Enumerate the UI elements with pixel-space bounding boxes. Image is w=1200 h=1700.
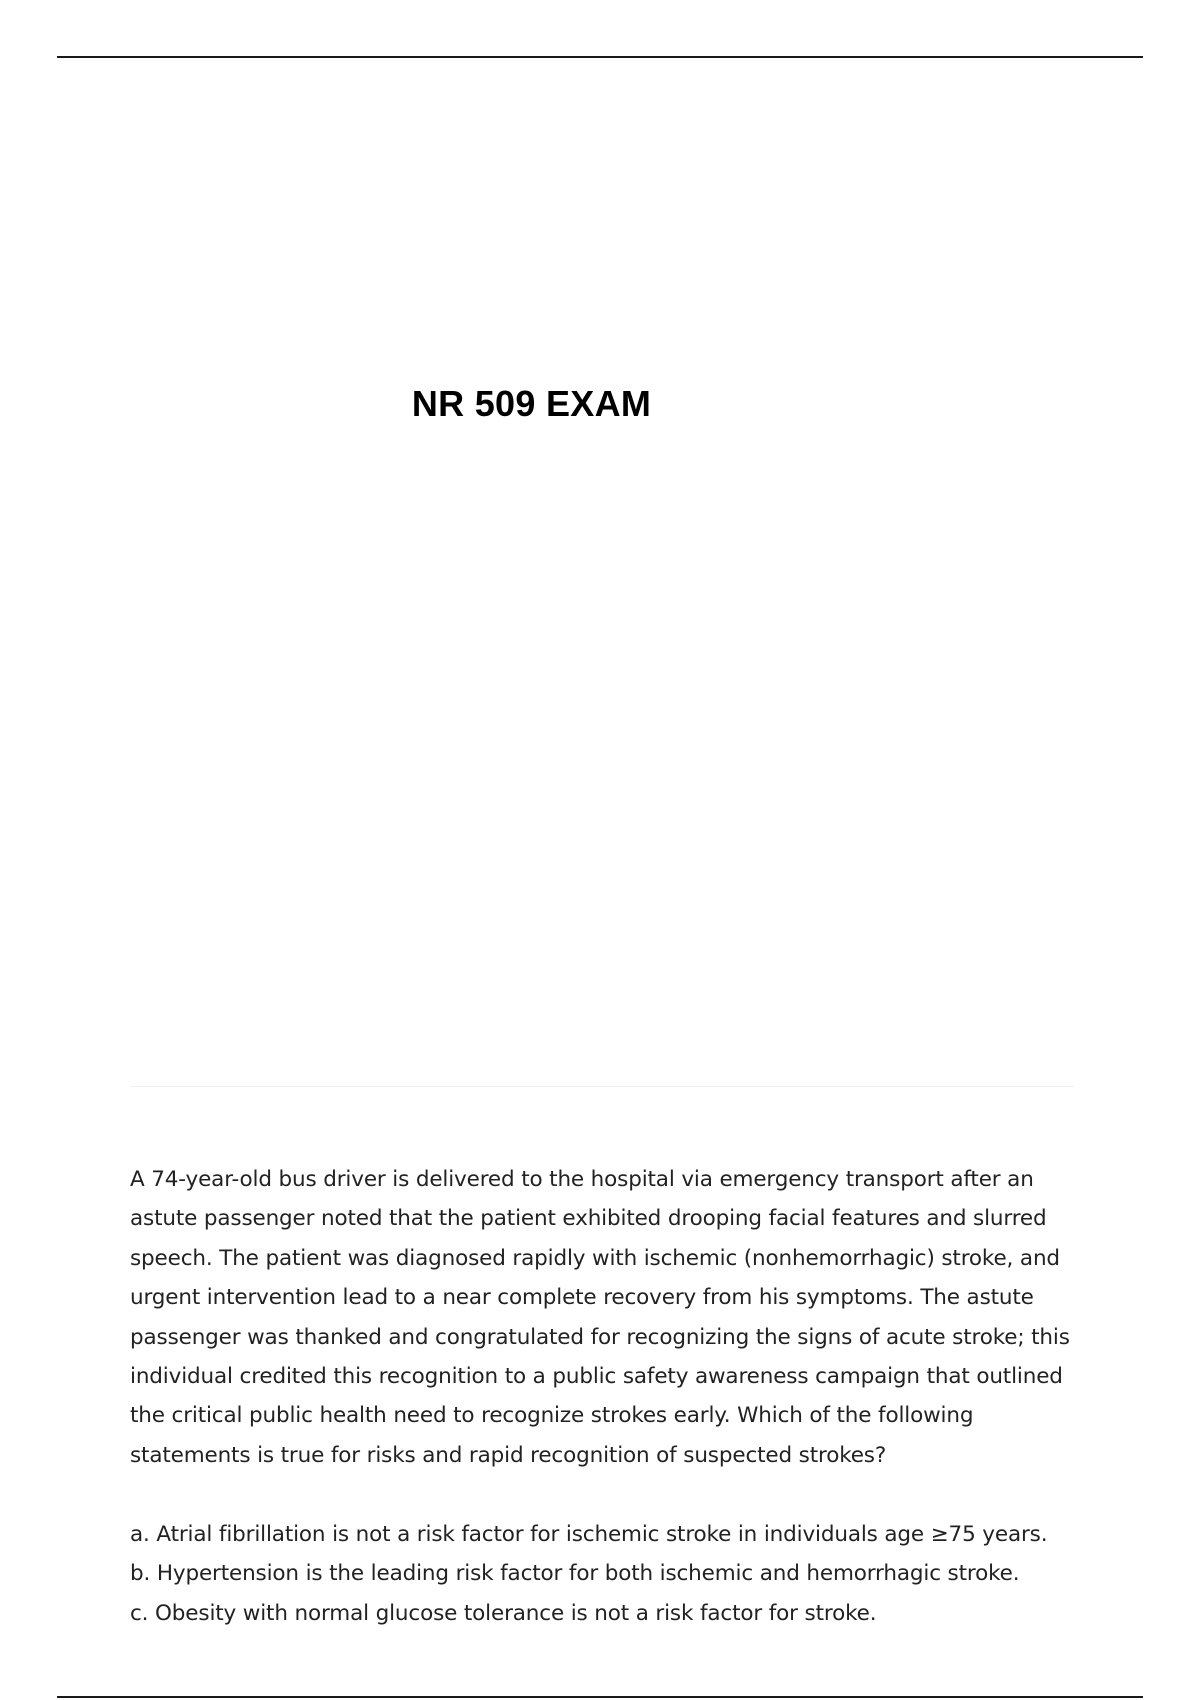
question-text: A 74-year-old bus driver is delivered to the hospital via emergency transport after an astute passenger noted that the patient exhibited drooping facial features and slurred speech. The patient was diagnosed rapidly with ischemic (nonhemorrhagic) stroke, and urgent intervention lead to a near complete recovery from his symptoms. The astute passenger was thanked and congratulated for recognizing the signs of acute stroke; this individual credited this recognition to a public safety awareness campaign that outlined the critical public health need to recognize strokes early. Which of the following statements is true for risks and rapid recognition of suspected strokes? <box>130 1167 1070 1468</box>
answer-option-b: b. Hypertension is the leading risk factor for both ischemic and hemorrhagic stroke. <box>130 1561 1020 1587</box>
bottom-rule <box>57 1696 1143 1698</box>
answer-option-a: a. Atrial fibrillation is not a risk factor for ischemic stroke in individuals age ≥75 years. <box>130 1522 1048 1547</box>
top-rule <box>57 56 1143 58</box>
answer-options <box>130 1515 1090 1633</box>
answer-option-c: c. Obesity with normal glucose tolerance is not a risk factor for stroke. <box>130 1600 877 1626</box>
section-divider <box>130 1086 1074 1087</box>
document-title: NR 509 EXAM <box>411 383 652 424</box>
